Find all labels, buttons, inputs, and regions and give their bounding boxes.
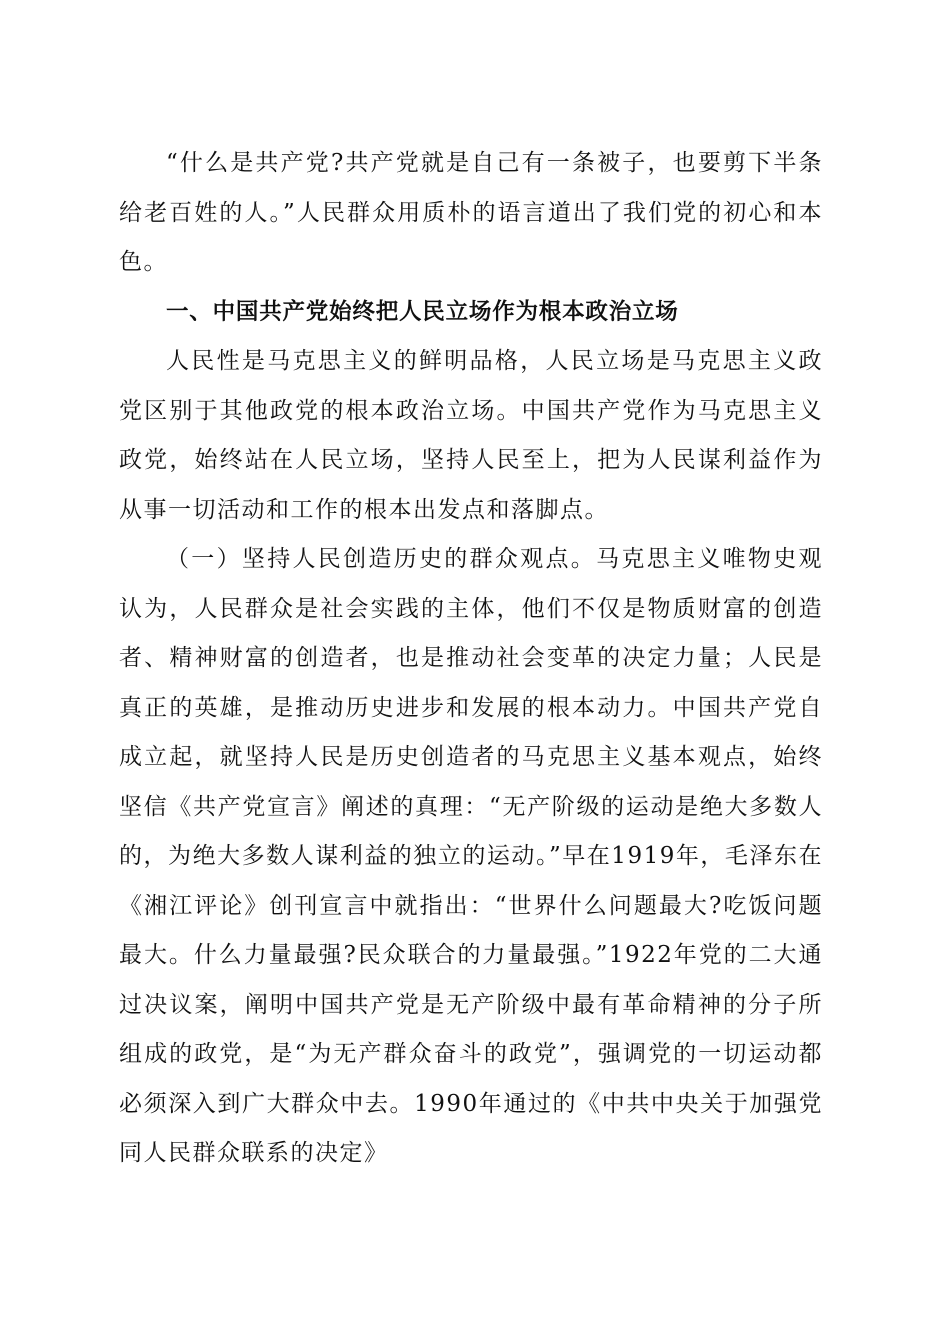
document-body bbox=[119, 139, 823, 1179]
subsection-paragraph: （一）坚持人民创造历史的群众观点。马克思主义唯物史观认为，人民群众是社会实践的主体，他们不仅是物质财富的创造者、精神财富的创造者，也是推动社会变革的决定力量；人民是真正的英雄，是推动历史进步和发展的根本动力。中国共产党自成立起，就坚持人民是历史创造者的马克思主义基本观点，始终坚信《共产党宣言》阐述的真理：“无产阶级的运动是绝大多数人的，为绝大多数人谋利益的独立的运动。”早在1919年，毛泽东在《湘江评论》创刊宣言中就指出：“世界什么问题最大?吃饭问题最大。什么力量最强?民众联合的力量最强。”1922年党的二大通过决议案，阐明中国共产党是无产阶级中最有革命精神的分子所组成的政党，是“为无产群众奋斗的政党”，强调党的一切运动都必须深入到广大群众中去。1990年通过的《中共中央关于加强党同人民群众联系的决定》 bbox=[119, 546, 823, 1166]
section-paragraph: 人民性是马克思主义的鲜明品格，人民立场是马克思主义政党区别于其他政党的根本政治立场。中国共产党作为马克思主义政党，始终站在人民立场，坚持人民至上，把为人民谋利益作为从事一切活动和工作的根本出发点和落脚点。 bbox=[119, 348, 823, 523]
intro-paragraph: “什么是共产党?共产党就是自己有一条被子，也要剪下半条给老百姓的人。”人民群众用质朴的语言道出了我们党的初心和本色。 bbox=[119, 150, 823, 275]
section-heading: 一、中国共产党始终把人民立场作为根本政治立场 bbox=[166, 298, 679, 325]
